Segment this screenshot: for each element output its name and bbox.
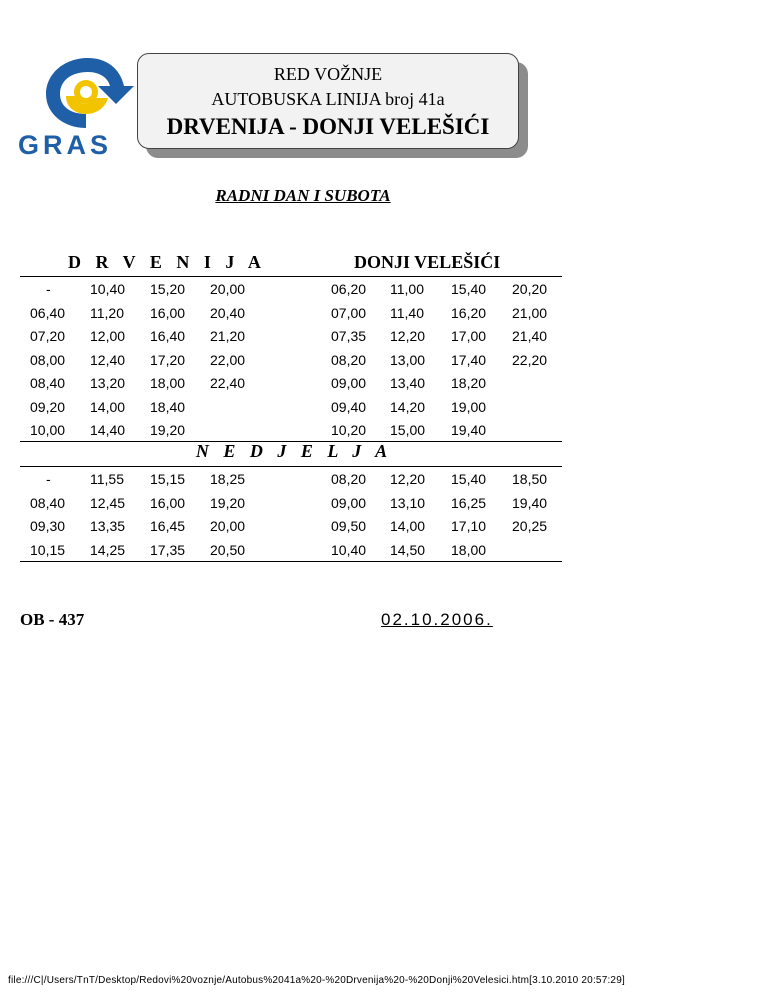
departure-donji-velesici: 10,40 xyxy=(331,541,367,558)
section-rule-bottom xyxy=(20,466,562,467)
departure-donji-velesici: 09,00 xyxy=(331,375,367,391)
departure-drvenija: 12,00 xyxy=(90,328,126,344)
header-line3: DRVENIJA - DONJI VELEŠIĆI xyxy=(166,114,490,139)
departure-drvenija: 16,40 xyxy=(150,328,186,344)
departure-donji-velesici: 06,20 xyxy=(331,281,367,297)
departure-drvenija: 22,40 xyxy=(210,375,246,391)
departure-drvenija: 18,25 xyxy=(210,471,246,487)
table-top-rule xyxy=(20,276,562,277)
departure-donji-velesici: 18,20 xyxy=(451,375,487,391)
departure-drvenija: 17,35 xyxy=(150,541,186,558)
departure-donji-velesici: 21,00 xyxy=(512,304,548,321)
departure-donji-velesici: 21,40 xyxy=(512,328,548,344)
departure-drvenija: 14,40 xyxy=(90,422,126,438)
line-code: OB - 437 xyxy=(20,610,85,629)
departure-drvenija: 12,40 xyxy=(90,351,126,368)
departure-drvenija: 20,00 xyxy=(210,281,246,297)
departure-drvenija: 20,00 xyxy=(210,518,246,534)
departure-drvenija: 15,20 xyxy=(150,281,186,297)
title-box xyxy=(137,53,519,149)
table-bottom-rule xyxy=(20,561,562,562)
departure-donji-velesici: 18,50 xyxy=(512,471,548,487)
schedule-subtitle: RADNI DAN I SUBOTA xyxy=(215,186,391,205)
departure-donji-velesici: 16,20 xyxy=(451,304,487,321)
timetable-row xyxy=(20,492,562,516)
departure-drvenija: 11,55 xyxy=(90,471,124,487)
departure-drvenija: 07,20 xyxy=(30,328,66,344)
departure-drvenija: 19,20 xyxy=(210,494,246,511)
departure-drvenija: 08,40 xyxy=(30,494,66,511)
departure-donji-velesici: 17,40 xyxy=(451,351,487,368)
departure-drvenija: 09,30 xyxy=(30,518,66,534)
departure-drvenija: 16,45 xyxy=(150,518,186,534)
departure-donji-velesici: 22,20 xyxy=(512,351,548,368)
departure-drvenija: 21,20 xyxy=(210,328,246,344)
header-line1: RED VOŽNJE xyxy=(273,64,383,84)
departure-donji-velesici: 09,40 xyxy=(331,398,367,415)
departure-donji-velesici: 17,10 xyxy=(451,518,487,534)
departure-drvenija: - xyxy=(46,281,51,297)
departure-drvenija: 06,40 xyxy=(30,304,66,321)
departure-donji-velesici: 14,50 xyxy=(390,541,426,558)
departure-donji-velesici: 12,20 xyxy=(390,471,426,487)
departure-drvenija: 08,00 xyxy=(30,351,66,368)
departure-drvenija: 15,15 xyxy=(150,471,186,487)
departure-donji-velesici: 10,20 xyxy=(331,422,367,438)
timetable-row xyxy=(20,302,562,326)
departure-donji-velesici: 09,00 xyxy=(331,494,367,511)
departure-drvenija: 20,40 xyxy=(210,304,246,321)
departure-drvenija: 09,20 xyxy=(30,398,66,415)
departure-donji-velesici: 15,40 xyxy=(451,471,487,487)
departure-donji-velesici: 13,40 xyxy=(390,375,426,391)
departure-donji-velesici: 18,00 xyxy=(451,541,487,558)
departure-donji-velesici: 20,25 xyxy=(512,518,548,534)
column-header-drvenija: D R V E N I J A xyxy=(68,252,266,272)
timetable-row xyxy=(20,539,562,563)
departure-drvenija: 14,00 xyxy=(90,398,126,415)
departure-drvenija: 10,00 xyxy=(30,422,66,438)
departure-donji-velesici: 07,00 xyxy=(331,304,367,321)
departure-drvenija: 18,40 xyxy=(150,398,186,415)
departure-donji-velesici: 14,00 xyxy=(390,518,426,534)
departure-drvenija: 19,20 xyxy=(150,422,186,438)
departure-donji-velesici: 11,00 xyxy=(390,281,424,297)
departure-donji-velesici: 07,35 xyxy=(331,328,367,344)
departure-drvenija: 20,50 xyxy=(210,541,246,558)
departure-donji-velesici: 15,40 xyxy=(451,281,487,297)
departure-donji-velesici: 15,00 xyxy=(390,422,426,438)
departure-donji-velesici: 19,40 xyxy=(451,422,487,438)
departure-drvenija: 16,00 xyxy=(150,494,186,511)
departure-drvenija: 13,20 xyxy=(90,375,126,391)
page-footer-url: file:///C|/Users/TnT/Desktop/Redovi%20voznje/Autobus%2041a%20-%20Drvenija%20-%20Donji%20Velesici.htm[3.10.2010 20:57:29] xyxy=(8,975,625,986)
timetable-row xyxy=(20,278,562,302)
departure-drvenija: 08,40 xyxy=(30,375,66,391)
timetable-row xyxy=(20,515,562,539)
sunday-section-title xyxy=(20,441,562,462)
departure-drvenija: 14,25 xyxy=(90,541,126,558)
timetable-row xyxy=(20,468,562,492)
sunday-title-text: N E D J E L J A xyxy=(195,441,393,461)
timetable-row xyxy=(20,325,562,349)
logo-text: GRAS xyxy=(18,130,113,160)
departure-drvenija: 18,00 xyxy=(150,375,186,391)
departure-donji-velesici: 19,00 xyxy=(451,398,487,415)
departure-drvenija: 16,00 xyxy=(150,304,186,321)
departure-donji-velesici: 08,20 xyxy=(331,351,367,368)
timetable-row xyxy=(20,372,562,396)
logo-swirl-icon xyxy=(36,52,140,132)
departure-donji-velesici: 19,40 xyxy=(512,494,548,511)
departure-donji-velesici: 11,40 xyxy=(390,304,424,321)
timetable-row xyxy=(20,396,562,420)
departure-donji-velesici: 08,20 xyxy=(331,471,367,487)
departure-drvenija: 10,15 xyxy=(30,541,66,558)
departure-drvenija: 10,40 xyxy=(90,281,126,297)
departure-drvenija: - xyxy=(46,471,51,487)
departure-donji-velesici: 16,25 xyxy=(451,494,487,511)
issue-date: 02.10.2006. xyxy=(381,610,493,629)
departure-donji-velesici: 20,20 xyxy=(512,281,548,297)
timetable-row xyxy=(20,349,562,373)
departure-drvenija: 12,45 xyxy=(90,494,126,511)
weekday-timetable xyxy=(20,278,562,443)
departure-drvenija: 11,20 xyxy=(90,304,124,321)
departure-drvenija: 22,00 xyxy=(210,351,246,368)
sunday-timetable xyxy=(20,468,562,562)
departure-donji-velesici: 13,00 xyxy=(390,351,426,368)
departure-donji-velesici: 17,00 xyxy=(451,328,487,344)
departure-donji-velesici: 14,20 xyxy=(390,398,426,415)
gras-logo xyxy=(18,52,142,158)
departure-donji-velesici: 09,50 xyxy=(331,518,367,534)
departure-donji-velesici: 12,20 xyxy=(390,328,426,344)
header-line2: AUTOBUSKA LINIJA broj 41a xyxy=(211,89,445,109)
column-header-donji-velesici: DONJI VELEŠIĆI xyxy=(354,252,501,272)
departure-drvenija: 13,35 xyxy=(90,518,126,534)
departure-drvenija: 17,20 xyxy=(150,351,186,368)
departure-donji-velesici: 13,10 xyxy=(390,494,426,511)
timetable-row xyxy=(20,419,562,443)
